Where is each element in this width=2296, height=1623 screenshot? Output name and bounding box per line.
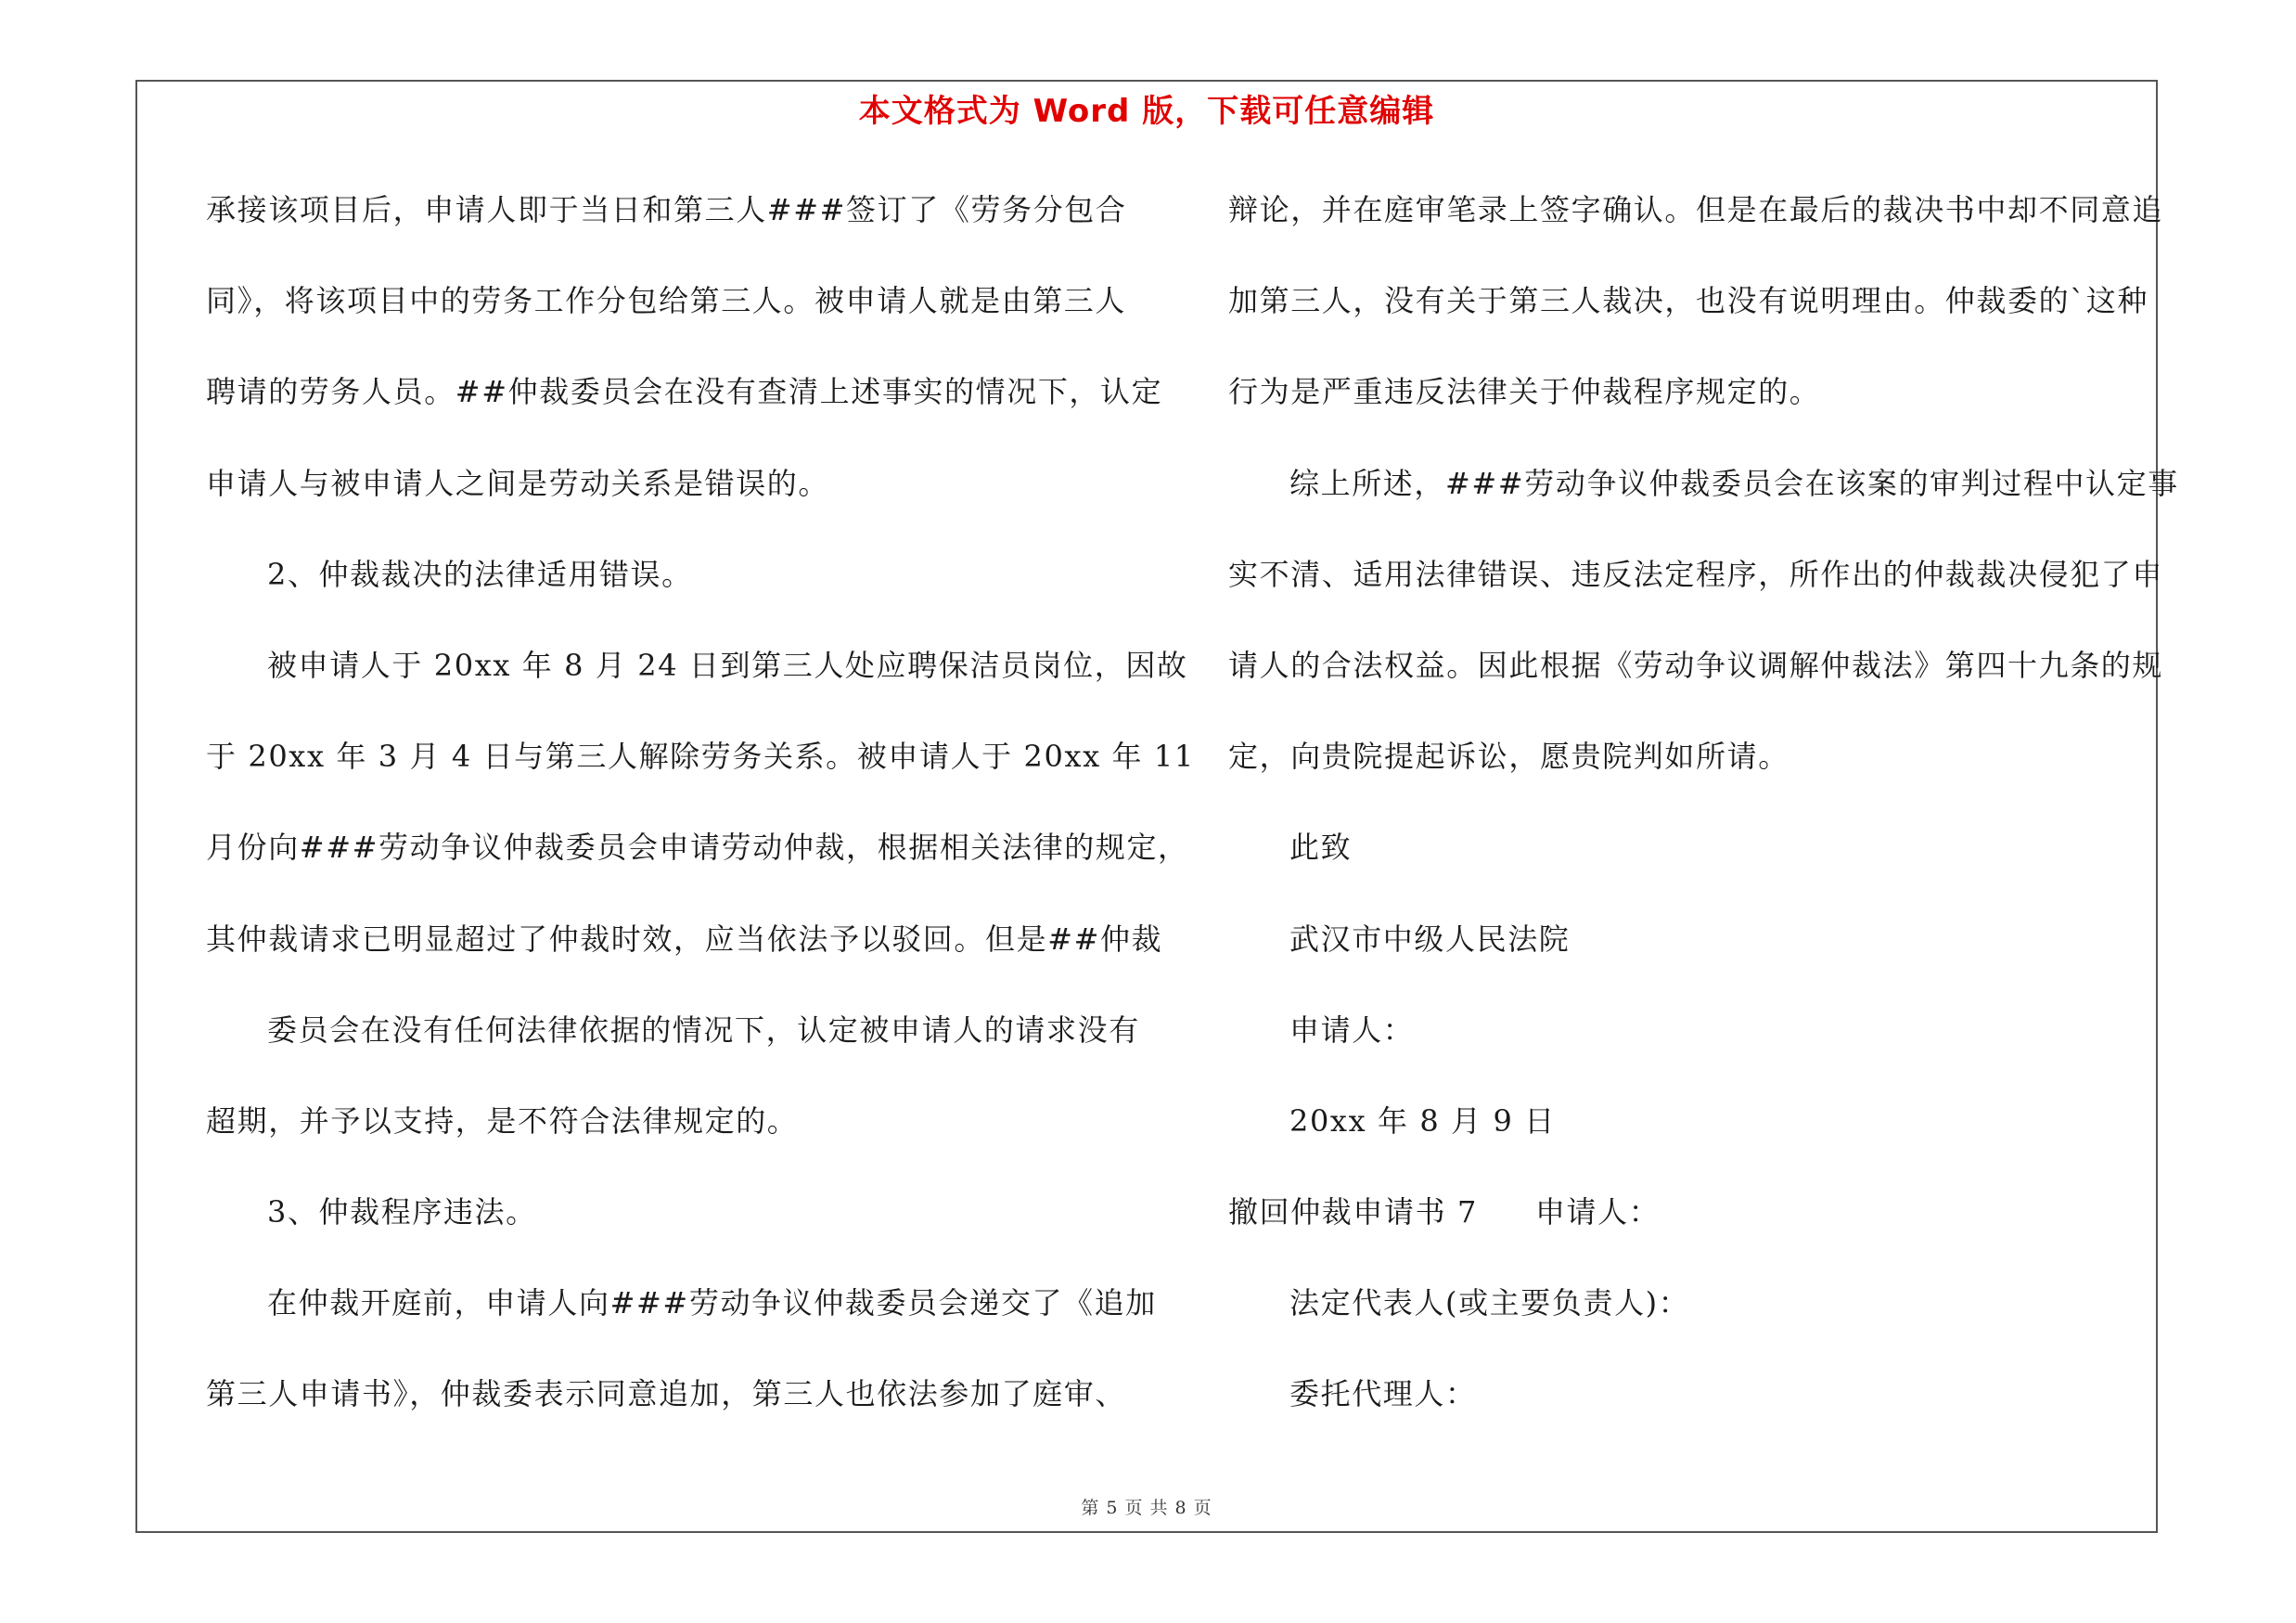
text-line-main: 第三人申请书》，仲裁委表示同意追加，第三人也依法参加了庭审、 — [206, 1376, 1127, 1412]
text-line-main: 委托代理人： — [1289, 1376, 1477, 1412]
text-line — [206, 547, 1141, 638]
text-line — [206, 638, 1188, 728]
text-line — [206, 1366, 1141, 1457]
text-line-main: 委员会在没有任何法律依据的情况下，认定被申请人的请求没有 — [267, 1011, 1140, 1048]
text-line — [1228, 728, 2152, 819]
text-line-main: 请人的合法权益。因此根据《劳动争议调解仲裁法》第四十九条的规 — [1228, 647, 2164, 683]
text-line-main: 被申请人于 20xx 年 8 月 24 日到第三人处应聘保洁员岗位，因故 — [267, 647, 1188, 683]
text-line-main: 20xx 年 8 月 9 日 — [1289, 1102, 1556, 1139]
text-line — [1228, 456, 2179, 547]
text-line — [1228, 638, 2164, 728]
text-line-main: 聘请的劳务人员。##仲裁委员会在没有查清上述事实的情况下，认定 — [206, 374, 1163, 410]
text-line-main: 实不清、适用法律错误、违反法定程序，所作出的仲裁裁决侵犯了申 — [1228, 556, 2164, 592]
text-line-main: 承接该项目后，申请人即于当日和第三人###签订了《劳务分包合 — [206, 192, 1127, 227]
text-line-main: 行为是严重违反法律关于仲裁程序规定的。 — [1228, 374, 1821, 410]
text-line — [206, 911, 1163, 1002]
text-line — [206, 1275, 1157, 1366]
text-line — [206, 1002, 1141, 1093]
text-line — [206, 182, 1141, 273]
text-line-main: 撤回仲裁申请书 7 — [1228, 1194, 1478, 1230]
text-line-main: 定，向贵院提起诉讼，愿贵院判如所请。 — [1228, 739, 1789, 775]
text-line-main: 申请人： — [1289, 1011, 1415, 1048]
text-line — [206, 728, 1195, 819]
text-line-main: 辩论，并在庭审笔录上签字确认。但是在最后的裁决书中却不同意追 — [1228, 192, 2164, 227]
text-line-main: 综上所述，###劳动争议仲裁委员会在该案的审判过程中认定事 — [1289, 465, 2179, 501]
text-line — [206, 273, 1141, 364]
text-line-main: 超期，并予以支持，是不符合法律规定的。 — [206, 1102, 799, 1139]
text-line — [1228, 364, 2152, 455]
text-line — [206, 1093, 1141, 1184]
text-line — [1228, 273, 2152, 364]
text-line — [1228, 1366, 2152, 1457]
text-line — [206, 819, 1189, 910]
text-line-main: 申请人与被申请人之间是劳动关系是错误的。 — [206, 465, 830, 501]
text-line-main: 同》，将该项目中的劳务工作分包给第三人。被申请人就是由第三人 — [206, 283, 1127, 319]
text-line-main: 法定代表人(或主要负责人)： — [1289, 1285, 1690, 1321]
text-line — [1228, 819, 2152, 910]
left-column — [206, 182, 1195, 1458]
text-line — [206, 456, 1141, 547]
text-line-main: 月份向###劳动争议仲裁委员会申请劳动仲裁，根据相关法律的规定， — [206, 830, 1189, 866]
text-line — [206, 364, 1163, 455]
text-line — [206, 1184, 1141, 1275]
text-line — [1228, 911, 2152, 1002]
text-line-main: 其仲裁请求已明显超过了仲裁时效，应当依法予以驳回。但是##仲裁 — [206, 921, 1163, 957]
page-footer: 第 5 页 共 8 页 — [1081, 1498, 1212, 1518]
text-line-main: 此致 — [1289, 830, 1353, 866]
format-banner: 本文格式为 Word 版，下载可任意编辑 — [858, 93, 1435, 130]
text-line — [1228, 1275, 2152, 1366]
text-line — [1228, 182, 2164, 273]
text-line-main: 于 20xx 年 3 月 4 日与第三人解除劳务关系。被申请人于 20xx 年 11 — [206, 739, 1195, 775]
text-line-main: 3、仲裁程序违法。 — [267, 1194, 537, 1230]
text-line-main: 武汉市中级人民法院 — [1289, 921, 1571, 957]
text-line-main: 加第三人，没有关于第三人裁决，也没有说明理由。仲裁委的`这种 — [1228, 283, 2149, 319]
text-line-suffix: 申请人： — [1534, 1194, 1661, 1230]
text-line-main: 2、仲裁裁决的法律适用错误。 — [267, 556, 693, 592]
text-line-main: 在仲裁开庭前，申请人向###劳动争议仲裁委员会递交了《追加 — [267, 1285, 1157, 1321]
right-column — [1228, 182, 2179, 1458]
text-line — [1228, 1184, 2152, 1275]
text-line — [1228, 1093, 2152, 1184]
text-line — [1228, 547, 2164, 638]
text-line — [1228, 1002, 2152, 1093]
